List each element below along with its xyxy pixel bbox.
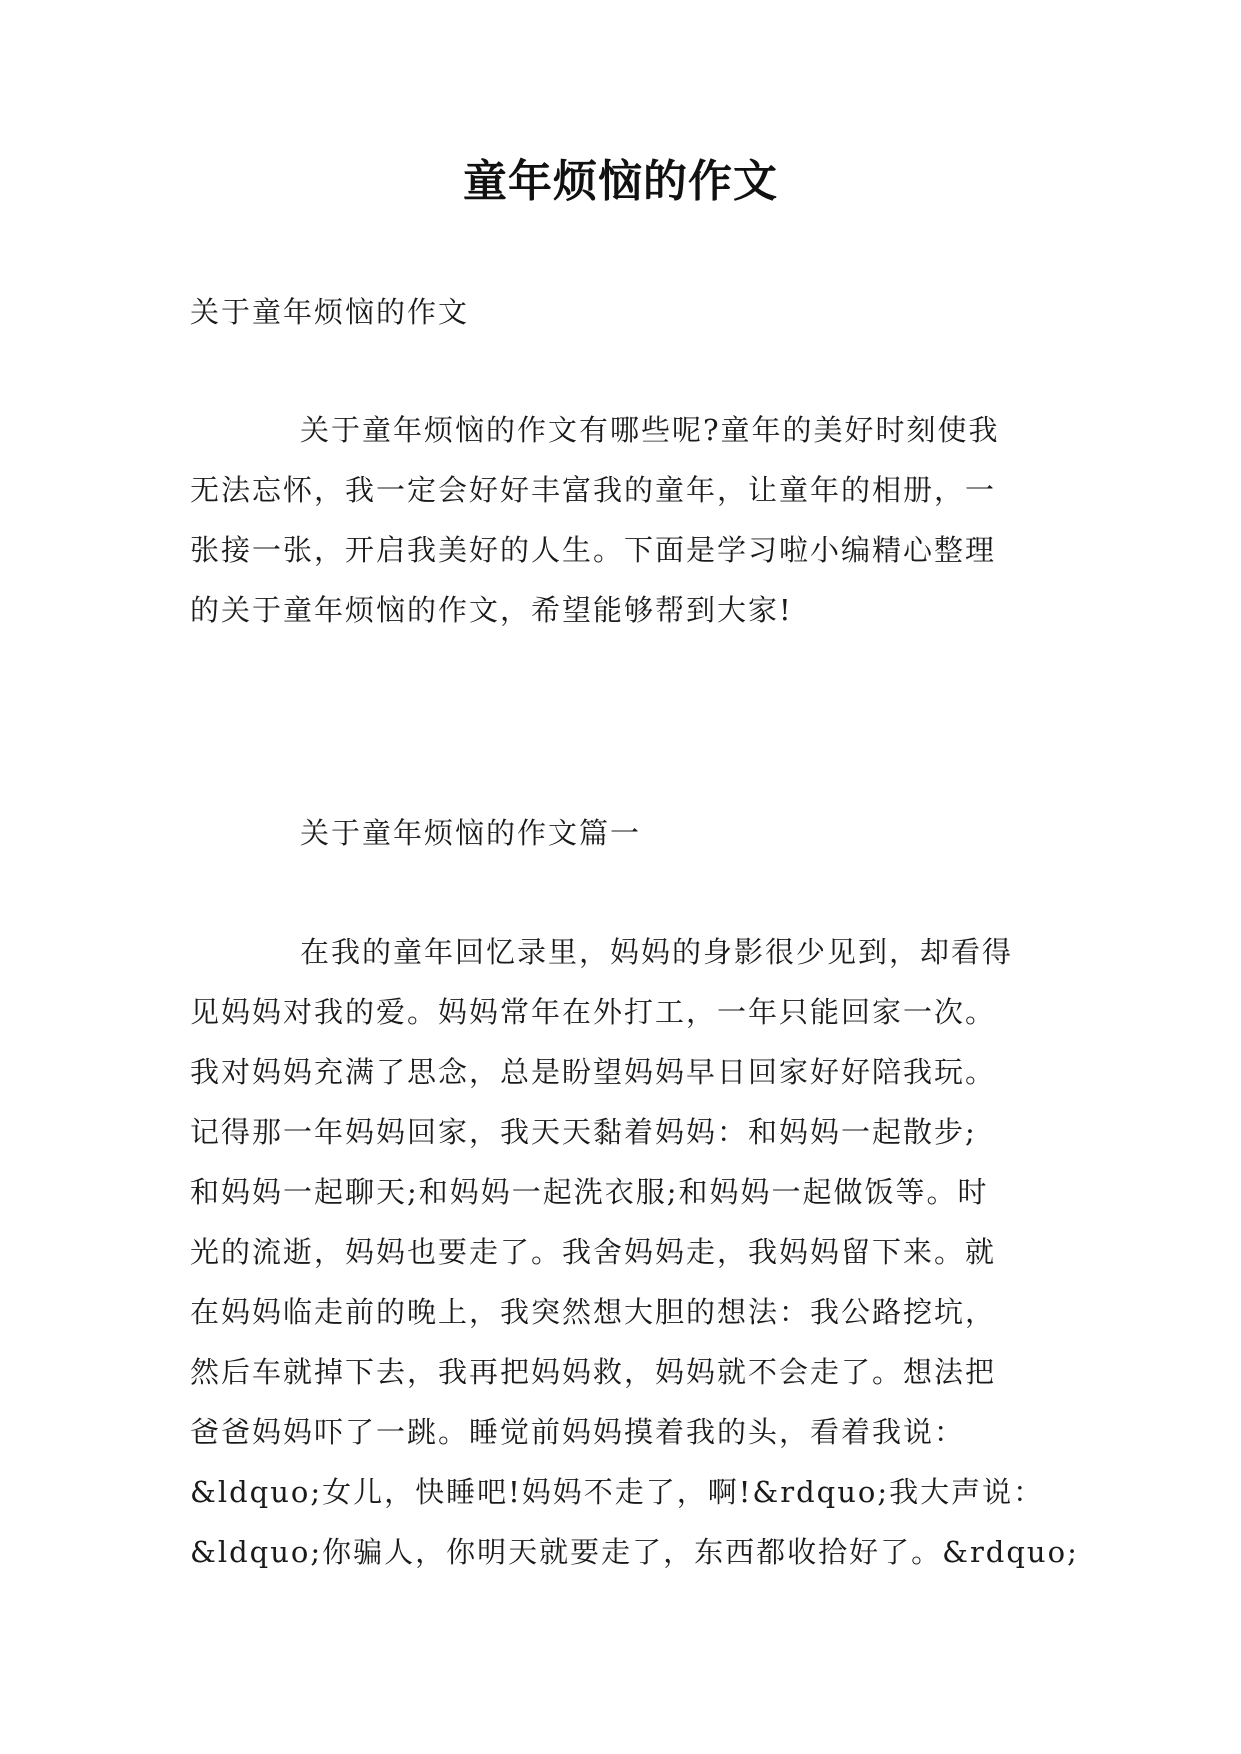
- paragraph-line: 然后车就掉下去，我再把妈妈救，妈妈就不会走了。想法把: [190, 1355, 997, 1389]
- section-heading: 关于童年烦恼的作文篇一: [300, 816, 642, 850]
- document-title: 童年烦恼的作文: [463, 156, 778, 207]
- paragraph-line: 关于童年烦恼的作文有哪些呢?童年的美好时刻使我: [300, 413, 1000, 447]
- paragraph-line: 在妈妈临走前的晚上，我突然想大胆的想法：我公路挖坑，: [190, 1295, 997, 1329]
- document-subtitle: 关于童年烦恼的作文: [190, 295, 470, 329]
- paragraph-line: 无法忘怀，我一定会好好丰富我的童年，让童年的相册，一: [190, 473, 997, 507]
- paragraph-line: 记得那一年妈妈回家，我天天黏着妈妈：和妈妈一起散步;: [190, 1115, 977, 1149]
- section-paragraph: [190, 922, 1079, 1582]
- paragraph-line: 张接一张，开启我美好的人生。下面是学习啦小编精心整理: [190, 533, 997, 567]
- paragraph-line: 光的流逝，妈妈也要走了。我舍妈妈走，我妈妈留下来。就: [190, 1235, 997, 1269]
- paragraph-line: 见妈妈对我的爱。妈妈常年在外打工，一年只能回家一次。: [190, 995, 997, 1029]
- intro-paragraph: [190, 400, 1050, 640]
- paragraph-line: 的关于童年烦恼的作文，希望能够帮到大家!: [190, 593, 793, 627]
- paragraph-line: 和妈妈一起聊天;和妈妈一起洗衣服;和妈妈一起做饭等。时: [190, 1175, 989, 1209]
- paragraph-line: &ldquo;女儿，快睡吧!妈妈不走了，啊!&rdquo;我大声说：: [190, 1475, 1045, 1509]
- paragraph-line: 在我的童年回忆录里，妈妈的身影很少见到，却看得: [300, 935, 1014, 969]
- paragraph-line: &ldquo;你骗人，你明天就要走了，东西都收拾好了。&rdquo;: [190, 1535, 1079, 1569]
- paragraph-line: 我对妈妈充满了思念，总是盼望妈妈早日回家好好陪我玩。: [190, 1055, 997, 1089]
- paragraph-line: 爸爸妈妈吓了一跳。睡觉前妈妈摸着我的头，看着我说：: [190, 1415, 966, 1449]
